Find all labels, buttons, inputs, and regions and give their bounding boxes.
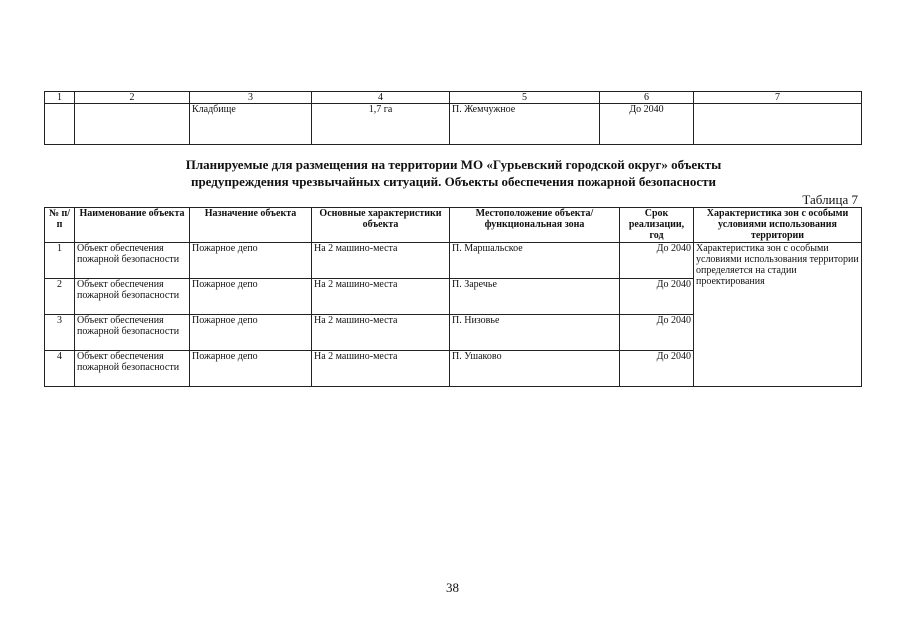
row-location: П. Заречье — [450, 279, 620, 315]
row-characteristics: На 2 машино-места — [312, 243, 450, 279]
row-num: 4 — [45, 351, 75, 387]
table-cell — [45, 104, 75, 145]
column-number: 2 — [75, 92, 190, 104]
header-term: Срок реализации, год — [620, 208, 694, 243]
row-location: П. Ушаково — [450, 351, 620, 387]
header-zones: Характеристика зон с особыми условиями использования территории — [694, 208, 862, 243]
page-number: 38 — [446, 580, 459, 595]
fire-safety-objects-table — [44, 207, 862, 387]
table-row — [45, 243, 862, 279]
column-number: 7 — [694, 92, 862, 104]
table-row — [45, 104, 862, 145]
section-title — [120, 156, 787, 190]
row-name: Объект обеспечения пожарной безопасности — [75, 243, 190, 279]
column-number: 6 — [600, 92, 694, 104]
column-number: 5 — [450, 92, 600, 104]
row-characteristics: На 2 машино-места — [312, 351, 450, 387]
column-number: 1 — [45, 92, 75, 104]
row-term: До 2040 — [620, 351, 694, 387]
row-name: Объект обеспечения пожарной безопасности — [75, 315, 190, 351]
table-label: Таблица 7 — [802, 192, 858, 207]
header-purpose: Назначение объекта — [190, 208, 312, 243]
row-num: 1 — [45, 243, 75, 279]
header-num: № п/п — [45, 208, 75, 243]
row-characteristics: На 2 машино-места — [312, 315, 450, 351]
row-name: Объект обеспечения пожарной безопасности — [75, 351, 190, 387]
table-header-row — [45, 208, 862, 243]
row-purpose: Пожарное депо — [190, 351, 312, 387]
header-name: Наименование объекта — [75, 208, 190, 243]
table-cell — [75, 104, 190, 145]
row-num: 3 — [45, 315, 75, 351]
row-location: П. Низовье — [450, 315, 620, 351]
table-cell: 1,7 га — [312, 104, 450, 145]
column-number-row — [45, 92, 862, 104]
title-line: Планируемые для размещения на территории МО «Гурьевский городской округ» объекты — [185, 157, 722, 172]
title-line: предупреждения чрезвычайных ситуаций. Объекты обеспечения пожарной безопасности — [190, 174, 717, 189]
zones-note: Характеристика зон с особыми условиями использования территории определяется на стадии проектирования — [694, 243, 862, 387]
table-cell — [694, 104, 862, 145]
column-number: 3 — [190, 92, 312, 104]
row-purpose: Пожарное депо — [190, 243, 312, 279]
row-characteristics: На 2 машино-места — [312, 279, 450, 315]
row-term: До 2040 — [620, 279, 694, 315]
row-term: До 2040 — [620, 243, 694, 279]
table-cell: П. Жемчужное — [450, 104, 600, 145]
column-number: 4 — [312, 92, 450, 104]
row-purpose: Пожарное депо — [190, 279, 312, 315]
table-cell: До 2040 — [600, 104, 694, 145]
row-num: 2 — [45, 279, 75, 315]
row-name: Объект обеспечения пожарной безопасности — [75, 279, 190, 315]
header-characteristics: Основные характеристики объекта — [312, 208, 450, 243]
table-cell: Кладбище — [190, 104, 312, 145]
row-location: П. Маршальское — [450, 243, 620, 279]
row-term: До 2040 — [620, 315, 694, 351]
previous-table-continuation — [44, 91, 862, 145]
row-purpose: Пожарное депо — [190, 315, 312, 351]
header-location: Местоположение объекта/функциональная зона — [450, 208, 620, 243]
